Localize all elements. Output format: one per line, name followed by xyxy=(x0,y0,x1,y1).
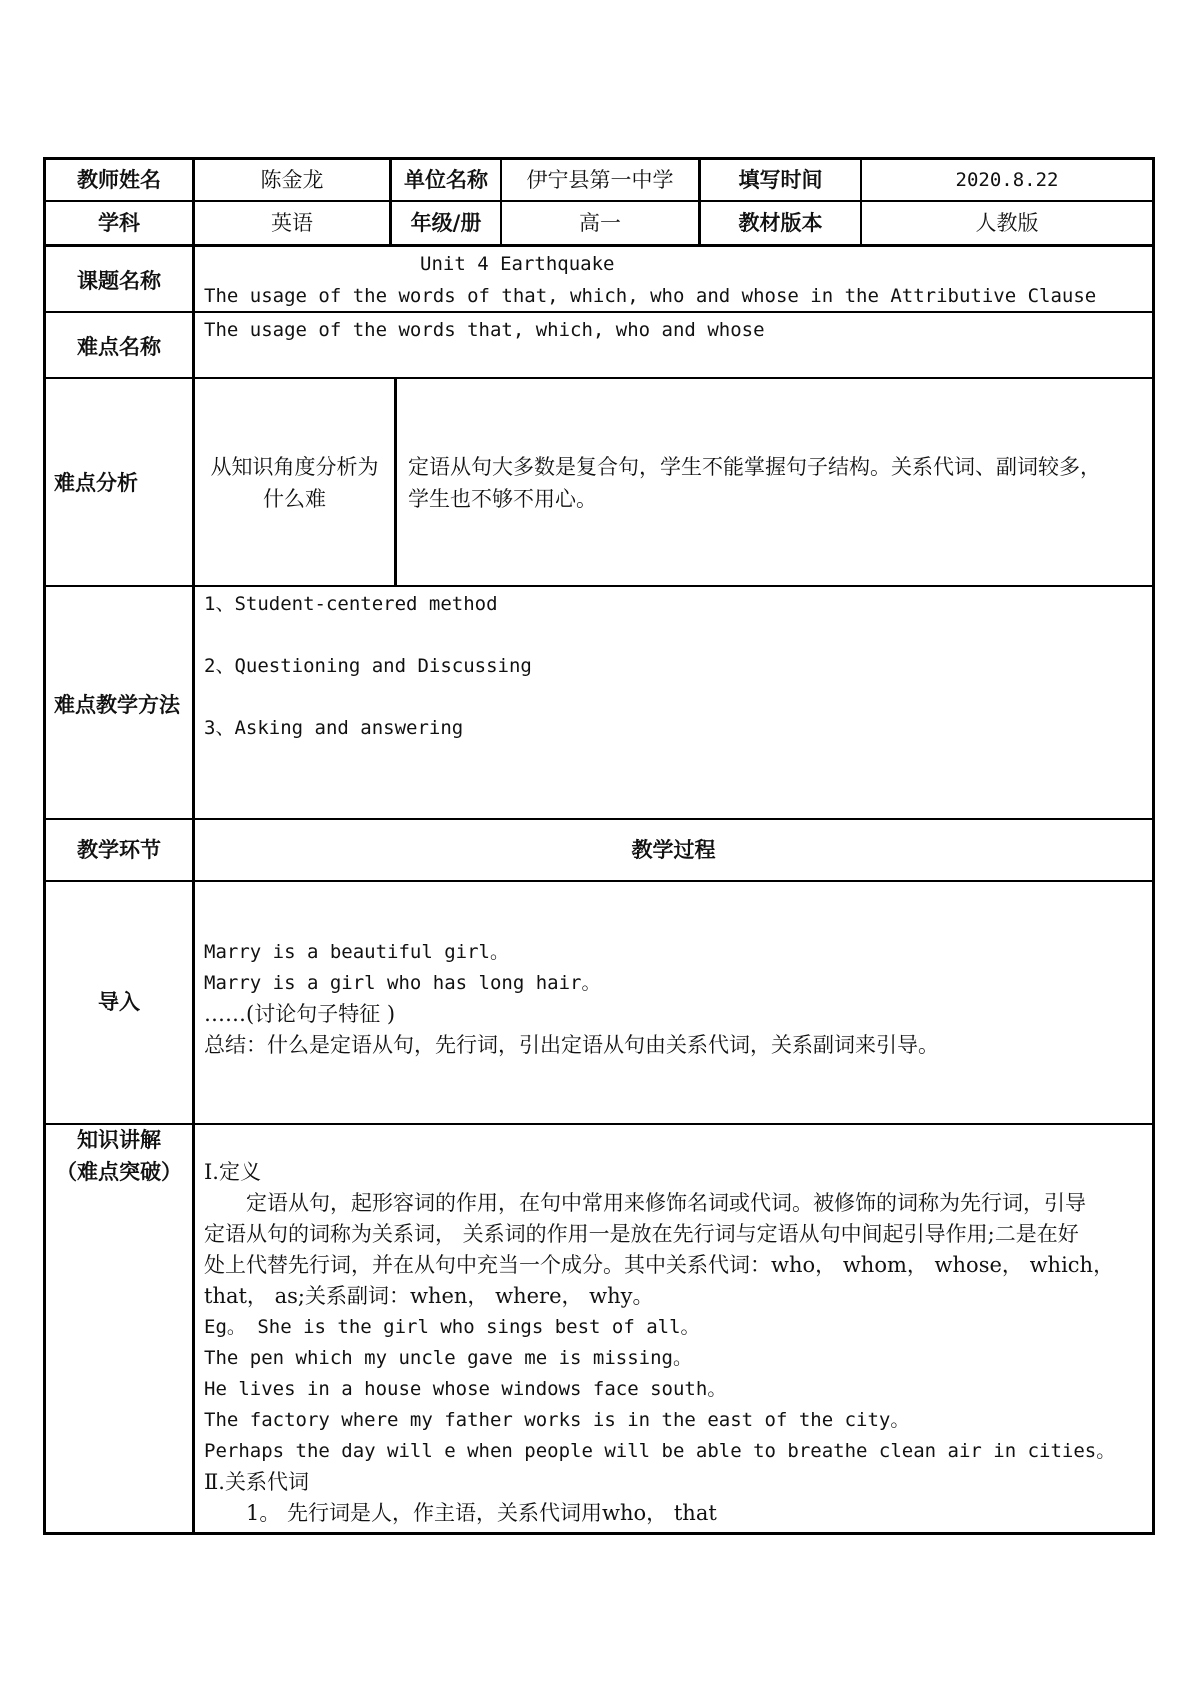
stage-header: 教学环节 xyxy=(77,838,161,862)
knowledge-line: 定语从句，起形容词的作用，在句中常用来修饰名词或代词。被修饰的词称为先行词，引导 xyxy=(204,1191,1086,1215)
difficulty-value: The usage of the words that, which, who and whose xyxy=(204,319,765,341)
knowledge-line: 定语从句的词称为关系词， 关系词的作用一是放在先行词与定语从句中间起引导作用;二是在好 xyxy=(204,1222,1079,1246)
intro-line: ……(讨论句子特征 ) xyxy=(204,1002,396,1026)
intro-text xyxy=(204,937,939,1061)
process-header: 教学过程 xyxy=(631,838,716,862)
analysis-content-1: 定语从句大多数是复合句，学生不能掌握句子结构。关系代词、副词较多， xyxy=(408,455,1101,479)
fill-date-label: 填写时间 xyxy=(738,168,823,192)
topic-line-2: The usage of the words of that, which, who and whose in the Attributive Clause xyxy=(204,285,1097,307)
table-border-right xyxy=(1152,157,1155,1535)
intro-line: Marry is a beautiful girl。 xyxy=(204,941,509,963)
rule-row6 xyxy=(43,818,1155,820)
topic-label: 课题名称 xyxy=(77,269,161,293)
unit-name-label: 单位名称 xyxy=(404,168,488,192)
method-item: 2、Questioning and Discussing xyxy=(204,655,532,677)
knowledge-label-2: （难点突破） xyxy=(56,1160,182,1184)
knowledge-line: Perhaps the day will e when people will be able to breathe clean air in cities。 xyxy=(204,1440,1116,1462)
difficulty-label: 难点名称 xyxy=(77,335,161,359)
grade-value: 高一 xyxy=(579,211,621,235)
unit-name-value: 伊宁县第一中学 xyxy=(526,168,674,192)
subject-value: 英语 xyxy=(271,211,313,235)
intro-line: 总结：什么是定语从句，先行词，引出定语从句由关系代词，关系副词来引导。 xyxy=(204,1033,939,1057)
grade-label: 年级/册 xyxy=(410,211,482,235)
rule-row2 xyxy=(43,244,1155,247)
knowledge-line: 1。 先行词是人，作主语，关系代词用who， that xyxy=(204,1501,717,1525)
knowledge-line: The factory where my father works is in the east of the city。 xyxy=(204,1409,910,1431)
textbook-value: 人教版 xyxy=(975,211,1039,235)
analysis-sub-label-2: 什么难 xyxy=(263,487,326,511)
knowledge-line: The pen which my uncle gave me is missing。 xyxy=(204,1347,692,1369)
rule-row7 xyxy=(43,880,1155,882)
knowledge-line: Ⅱ.关系代词 xyxy=(204,1470,309,1494)
teacher-name-label: 教师姓名 xyxy=(77,168,161,192)
table-border-bottom xyxy=(43,1532,1155,1535)
textbook-label: 教材版本 xyxy=(738,211,823,235)
knowledge-label-1: 知识讲解 xyxy=(77,1128,161,1152)
intro-line: Marry is a girl who has long hair。 xyxy=(204,972,601,994)
knowledge-text xyxy=(204,1157,1115,1529)
knowledge-line: 处上代替先行词，并在从句中充当一个成分。其中关系代词：who， whom， whose， which， xyxy=(204,1253,1115,1277)
rule-row4 xyxy=(43,377,1155,379)
methods-label: 难点教学方法 xyxy=(54,693,180,717)
rule-row5 xyxy=(43,585,1155,587)
rule-row1 xyxy=(43,200,1155,202)
knowledge-line: that， as;关系副词：when， where， why。 xyxy=(204,1284,654,1308)
topic-line-1: Unit 4 Earthquake xyxy=(420,253,615,275)
rule-row8 xyxy=(43,1123,1155,1125)
rule-analysis-col xyxy=(394,377,397,587)
knowledge-line: He lives in a house whose windows face south。 xyxy=(204,1378,727,1400)
table-border-top xyxy=(43,157,1155,160)
fill-date-value: 2020.8.22 xyxy=(955,169,1059,191)
intro-label: 导入 xyxy=(98,990,140,1014)
analysis-content-2: 学生也不够不用心。 xyxy=(408,487,597,511)
knowledge-line: Eg。 She is the girl who sings best of all。 xyxy=(204,1316,700,1338)
teacher-name-value: 陈金龙 xyxy=(260,168,324,192)
analysis-label: 难点分析 xyxy=(54,471,138,495)
method-item: 3、Asking and answering xyxy=(204,717,464,739)
knowledge-line: Ⅰ.定义 xyxy=(204,1160,261,1184)
method-item: 1、Student-centered method xyxy=(204,593,498,615)
subject-label: 学科 xyxy=(98,211,140,235)
analysis-sub-label-1: 从知识角度分析为 xyxy=(210,455,379,479)
